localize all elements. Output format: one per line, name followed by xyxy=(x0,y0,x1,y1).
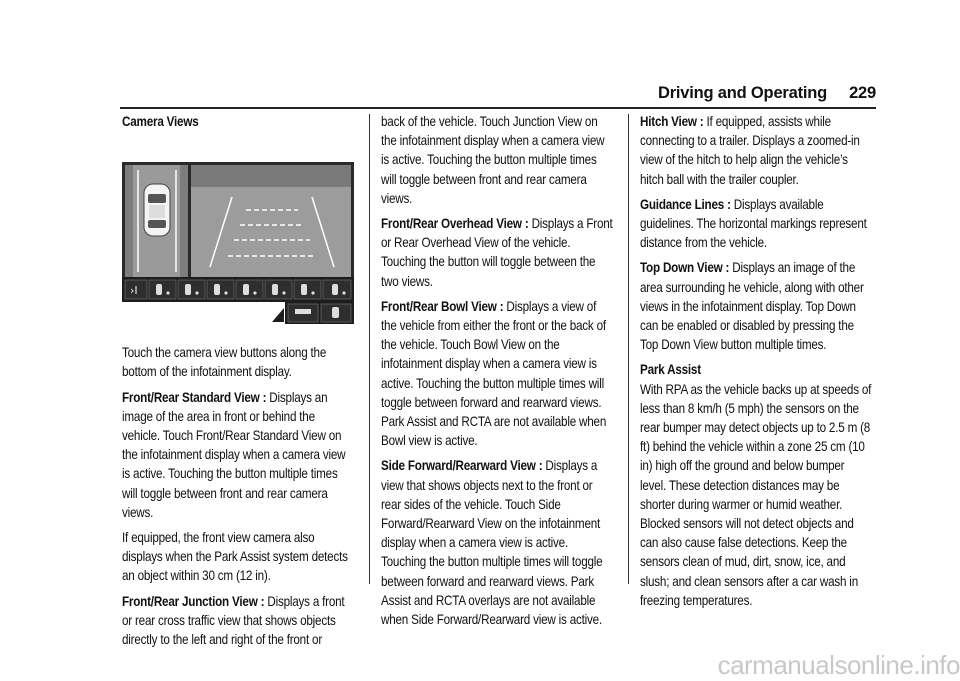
bowl-view-text: Displays a view of the vehicle from either the front or the back of the vehicle. Touch Bowl View on the infotainment display when a camera view is active. Touching the button multiple times will toggle between forward and rearward views. Park Assist and RCTA are not available when Bowl view is active. xyxy=(381,298,607,449)
svg-text:›I: ›I xyxy=(130,284,138,297)
overhead-view-term: Front/Rear Overhead View : xyxy=(381,216,529,232)
section-heading-park-assist: Park Assist xyxy=(640,362,701,378)
header-rule xyxy=(120,107,876,109)
top-down-paragraph xyxy=(640,258,873,354)
junction-view-text: Displays a front or rear cross traffic view that shows objects directly to the left and right of the front or xyxy=(122,593,345,648)
guidance-lines-paragraph xyxy=(640,195,873,253)
guidance-lines-text: Displays available guidelines. The horizontal markings represent distance from the vehicle. xyxy=(640,196,867,251)
watermark-text: carmanualsonline.info xyxy=(717,650,960,680)
car-icon xyxy=(144,184,170,236)
standard-view-paragraph xyxy=(122,388,355,522)
front-camera-paragraph: If equipped, the front view camera also displays when the Park Assist system detects an object within 30 cm (12 in). xyxy=(122,530,348,584)
column-divider xyxy=(628,114,629,584)
side-view-paragraph xyxy=(381,456,614,629)
standard-view-term: Front/Rear Standard View : xyxy=(122,389,267,405)
top-down-term: Top Down View : xyxy=(640,260,730,276)
junction-view-term: Front/Rear Junction View : xyxy=(122,593,265,609)
guidance-lines-term: Guidance Lines : xyxy=(640,196,731,212)
column-divider xyxy=(369,114,370,584)
column-3 xyxy=(640,112,873,616)
standard-view-text: Displays an image of the area in front or behind the vehicle. Touch Front/Rear Standard View on the infotainment display when a camera view is active. Touching the button multiple times will toggle between front and rear camera views. xyxy=(122,389,346,520)
hitch-view-term: Hitch View : xyxy=(640,114,704,129)
chapter-title: Driving and Operating xyxy=(657,84,828,102)
junction-view-paragraph xyxy=(122,592,355,650)
section-heading-camera-views: Camera Views xyxy=(122,114,199,129)
top-down-text: Displays an image of the area surrounding he vehicle, along with other views in the infotainment display. Top Down can be enabled or disabled by pressing the Top Down View button multiple times. xyxy=(640,260,864,353)
hitch-view-text: If equipped, assists while connecting to a trailer. Displays a zoomed-in view of the hitch to help align the vehicle’s hitch ball with the trailer coupler. xyxy=(640,114,860,187)
overhead-view-paragraph xyxy=(381,214,614,291)
side-view-text: Displays a view that shows objects next to the front or rear sides of the vehicle. Touch Side Forward/Rearward View on the infotainment display when a camera view is active. Touching the button multiple times will toggle between forward and rearward views. Park Assist and RCTA overlays are not available when Side Forward/Rearward view is active. xyxy=(381,458,603,628)
column-2 xyxy=(381,112,614,635)
side-view-term: Side Forward/Rearward View : xyxy=(381,458,543,474)
bowl-view-paragraph xyxy=(381,297,614,451)
page-header xyxy=(120,84,876,103)
park-assist-paragraph: With RPA as the vehicle backs up at speeds of less than 8 km/h (5 mph) the sensors on the rear bumper may detect objects up to 2.5 m (8 ft) behind the vehicle within a zone 25 cm (10 in) high off the ground and below bumper level. These detection distances may be shorter during warmer or humid weather. Blocked sensors will not detect objects and can also cause false detections. Keep the sensors clean of mud, dirt, snow, ice, and slush; and clean sensors after a car wash in freezing temperatures. xyxy=(640,381,872,608)
bowl-view-term: Front/Rear Bowl View : xyxy=(381,298,504,314)
overhead-view-text: Displays a Front or Rear Overhead View of the vehicle. Touching the button will toggle between the two views. xyxy=(381,216,613,289)
camera-display-illustration xyxy=(122,162,354,327)
page-number: 229 xyxy=(849,84,876,102)
junction-view-continued: back of the vehicle. Touch Junction View on the infotainment display when a camera view is active. Touching the button multiple times will toggle between front and rear camera views. xyxy=(381,114,605,206)
hitch-view-paragraph xyxy=(640,112,873,189)
intro-paragraph: Touch the camera view buttons along the bottom of the infotainment display. xyxy=(122,345,327,380)
